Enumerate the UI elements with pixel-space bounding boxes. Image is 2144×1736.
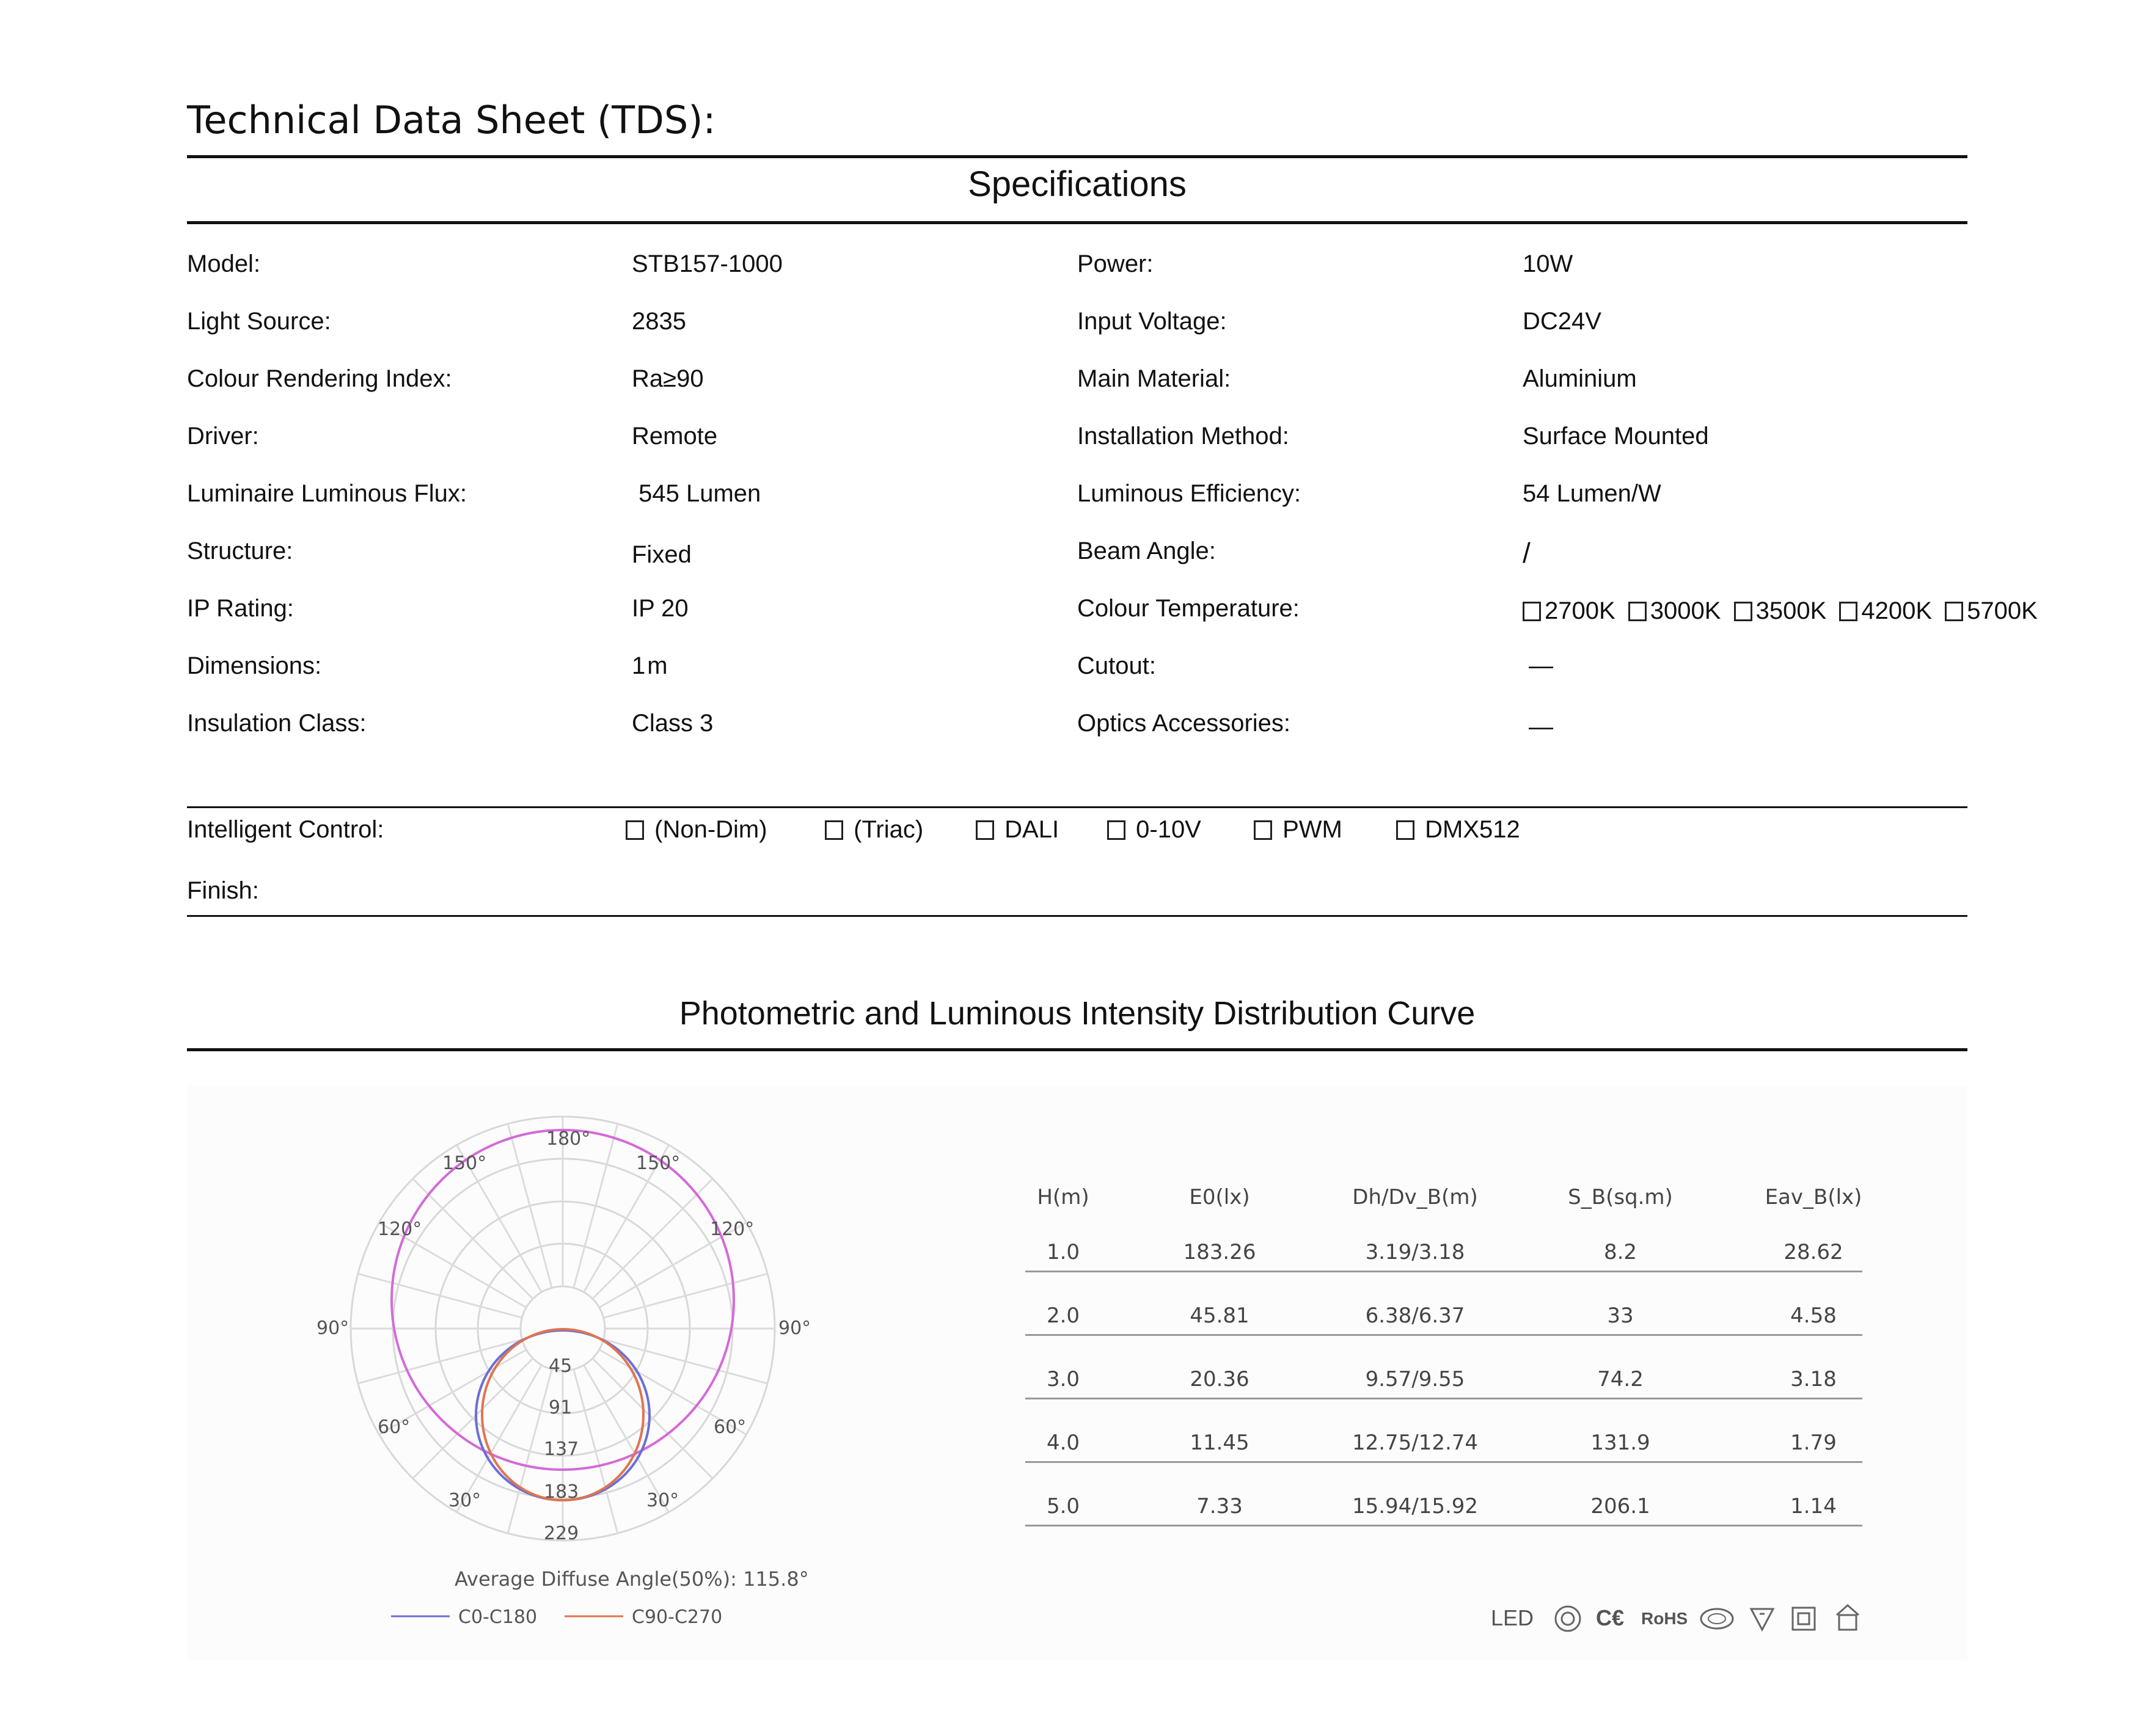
spec-label: Structure: — [187, 538, 293, 564]
diffuse-angle-caption: Average Diffuse Angle(50%): 115.8° — [455, 1567, 809, 1591]
spec-label: Beam Angle: — [1077, 538, 1216, 564]
table-row-rule — [1025, 1334, 1862, 1336]
table-cell: 9.57/9.55 — [1365, 1367, 1465, 1391]
angle-label-90-right: 90° — [778, 1318, 811, 1339]
spec-heading-rule — [187, 221, 1967, 224]
spec-row — [0, 365, 2144, 402]
spec-label: Model: — [187, 250, 261, 277]
table-header-cell: Dh/Dv_B(m) — [1352, 1185, 1478, 1209]
angle-label-30-right: 30° — [646, 1490, 679, 1511]
indoor-use-house-icon — [1832, 1602, 1864, 1633]
table-header-cell: S_B(sq.m) — [1568, 1185, 1673, 1209]
table-cell: 1.79 — [1790, 1431, 1837, 1455]
finish-bottom-rule — [187, 915, 1967, 917]
spec-value: 1m — [632, 652, 670, 679]
table-cell: 1.0 — [1046, 1240, 1080, 1264]
colour-temp-option[interactable]: 3000K — [1628, 597, 1721, 624]
spec-value: — — [1529, 713, 1553, 740]
table-cell: 11.45 — [1190, 1431, 1249, 1455]
checkbox-icon — [1734, 602, 1752, 621]
spec-label: IP Rating: — [187, 595, 294, 622]
control-option-0-10v[interactable]: 0-10V — [1107, 816, 1201, 844]
spec-row — [0, 308, 2144, 345]
polar-spoke — [413, 1179, 533, 1299]
table-cell: 74.2 — [1597, 1367, 1644, 1391]
legend-label-c0: C0-C180 — [458, 1607, 538, 1628]
angle-label-120-left: 120° — [378, 1219, 422, 1240]
table-cell: 131.9 — [1590, 1431, 1650, 1455]
spec-row — [0, 538, 2144, 574]
colour-temp-option[interactable]: 3500K — [1734, 597, 1827, 624]
polar-legend — [391, 1607, 722, 1628]
table-cell: 45.81 — [1190, 1304, 1249, 1328]
table-cell: 28.62 — [1784, 1240, 1843, 1264]
angle-label-60-right: 60° — [714, 1417, 747, 1438]
spec-value: IP 20 — [632, 595, 689, 622]
colour-temperature-options — [1523, 597, 2038, 625]
radial-label: 91 — [549, 1397, 573, 1418]
colour-temp-option[interactable]: 5700K — [1945, 597, 2038, 624]
table-header-cell: Eav_B(lx) — [1765, 1185, 1862, 1209]
table-cell: 20.36 — [1190, 1367, 1249, 1391]
table-cell: 12.75/12.74 — [1352, 1431, 1479, 1455]
polar-spoke — [593, 1359, 713, 1479]
table-cell: 5.0 — [1046, 1494, 1080, 1519]
spec-row — [0, 595, 2144, 632]
table-cell: 3.19/3.18 — [1365, 1240, 1465, 1264]
f-mark-triangle-icon — [1749, 1605, 1776, 1632]
spec-value: 2835 — [632, 308, 686, 335]
spec-row — [0, 652, 2144, 689]
angle-label-150-right: 150° — [636, 1153, 681, 1174]
spec-label: Optics Accessories: — [1077, 710, 1291, 737]
legend-label-c90: C90-C270 — [632, 1607, 723, 1628]
spec-value: STB157-1000 — [632, 250, 783, 277]
spec-label: Colour Temperature: — [1077, 595, 1300, 622]
spec-value: Aluminium — [1523, 365, 1637, 392]
spec-value: 545 Lumen — [632, 480, 761, 507]
spec-value: 54 Lumen/W — [1523, 480, 1661, 507]
spec-label: Driver: — [187, 423, 259, 450]
control-option-triac[interactable]: (Triac) — [825, 816, 923, 844]
checkbox-icon — [1523, 602, 1541, 621]
table-row-rule — [1025, 1461, 1862, 1463]
checkbox-icon — [1254, 820, 1272, 840]
intelligent-control-row — [0, 816, 2144, 853]
table-cell: 6.38/6.37 — [1365, 1304, 1465, 1328]
table-cell: 8.2 — [1603, 1240, 1637, 1264]
colour-temp-option[interactable]: 4200K — [1839, 597, 1932, 624]
spec-label: Main Material: — [1077, 365, 1231, 392]
table-cell: 1.14 — [1790, 1494, 1837, 1519]
polar-spoke — [358, 1274, 522, 1318]
table-row-rule — [1025, 1525, 1862, 1526]
polar-labels — [316, 1128, 811, 1591]
polar-spoke — [604, 1274, 768, 1318]
polar-spoke — [604, 1340, 768, 1384]
radial-label: 183 — [544, 1481, 579, 1503]
photometric-rule — [187, 1048, 1967, 1051]
class-ii-double-square-icon — [1790, 1605, 1817, 1632]
table-header-cell: H(m) — [1037, 1185, 1089, 1209]
spec-row — [0, 250, 2144, 287]
spec-label: Colour Rendering Index: — [187, 365, 452, 392]
polar-spoke — [358, 1340, 522, 1384]
angle-label-30-left: 30° — [448, 1490, 481, 1511]
title-rule — [187, 155, 1967, 158]
spec-label: Insulation Class: — [187, 710, 367, 737]
spec-row — [0, 423, 2144, 459]
spec-label: Light Source: — [187, 308, 331, 335]
spec-value: Surface Mounted — [1523, 423, 1709, 450]
control-option-dmx512[interactable]: DMX512 — [1396, 816, 1520, 844]
spec-value: — — [1529, 652, 1553, 679]
checkbox-icon — [1839, 602, 1857, 621]
spec-value: Ra≥90 — [632, 365, 704, 392]
finish-row — [0, 877, 2144, 914]
photometric-title: Photometric and Luminous Intensity Distribution Curve — [679, 995, 1476, 1032]
angle-label-90-left: 90° — [316, 1318, 349, 1339]
table-cell: 183.26 — [1183, 1240, 1256, 1264]
polar-spoke — [508, 1124, 552, 1288]
spec-label: Input Voltage: — [1077, 308, 1227, 335]
checkbox-icon — [825, 820, 843, 840]
spec-value: DC24V — [1523, 308, 1601, 335]
intelligent-control-label: Intelligent Control: — [187, 816, 384, 843]
spec-value: / — [1523, 537, 1531, 569]
angle-label-120-right: 120° — [710, 1219, 755, 1240]
spec-value: Remote — [632, 423, 718, 450]
table-cell: 7.33 — [1196, 1494, 1243, 1519]
checkbox-icon — [1396, 820, 1414, 840]
table-cell: 3.18 — [1790, 1367, 1837, 1391]
document-title: Technical Data Sheet (TDS): — [187, 98, 716, 142]
table-row-rule — [1025, 1398, 1862, 1399]
table-cell: 4.0 — [1046, 1431, 1080, 1455]
ccc-certification-icon — [1551, 1604, 1585, 1633]
control-option-dali[interactable]: DALI — [976, 816, 1059, 844]
table-row-rule — [1025, 1271, 1862, 1272]
led-mark: LED — [1491, 1605, 1534, 1630]
spec-value: Class 3 — [632, 710, 714, 737]
finish-label: Finish: — [187, 877, 259, 904]
polar-spoke — [593, 1179, 713, 1299]
checkbox-icon — [626, 820, 644, 840]
ce-mark: C€ — [1596, 1605, 1625, 1630]
colour-temp-option[interactable]: 2700K — [1523, 597, 1615, 624]
checkbox-icon — [976, 820, 994, 840]
spec-row — [0, 710, 2144, 746]
control-option-non-dim[interactable]: (Non-Dim) — [626, 816, 767, 844]
cqc-certification-icon — [1699, 1607, 1735, 1631]
radial-label: 229 — [544, 1523, 579, 1544]
spec-label: Luminaire Luminous Flux: — [187, 480, 467, 507]
spec-label: Installation Method: — [1077, 423, 1289, 450]
angle-label-180: 180° — [546, 1128, 591, 1150]
polar-spoke — [574, 1369, 618, 1534]
spec-label: Luminous Efficiency: — [1077, 480, 1301, 507]
checkbox-icon — [1945, 602, 1963, 621]
angle-label-150-left: 150° — [442, 1153, 487, 1174]
polar-spoke — [413, 1359, 533, 1479]
polar-distribution-diagram — [187, 1086, 890, 1660]
angle-label-60-left: 60° — [378, 1417, 411, 1438]
spec-label: Power: — [1077, 250, 1154, 277]
table-cell: 2.0 — [1046, 1304, 1080, 1328]
control-top-rule — [187, 806, 1967, 808]
spec-value: Fixed — [632, 541, 692, 568]
checkbox-icon — [1628, 602, 1647, 621]
table-cell: 15.94/15.92 — [1352, 1494, 1479, 1519]
spec-row — [0, 480, 2144, 517]
table-cell: 206.1 — [1590, 1494, 1650, 1519]
checkbox-icon — [1107, 820, 1125, 840]
radial-label: 137 — [544, 1439, 579, 1460]
table-cell: 3.0 — [1046, 1367, 1080, 1391]
spec-label: Cutout: — [1077, 652, 1156, 679]
specifications-heading: Specifications — [968, 164, 1187, 204]
radial-label: 45 — [549, 1355, 573, 1377]
spec-value: 10W — [1523, 250, 1573, 277]
table-cell: 4.58 — [1790, 1304, 1837, 1328]
table-cell: 33 — [1607, 1304, 1634, 1328]
table-header-cell: E0(lx) — [1189, 1185, 1250, 1209]
spec-label: Dimensions: — [187, 652, 322, 679]
control-option-pwm[interactable]: PWM — [1254, 816, 1342, 844]
rohs-mark: RoHS — [1641, 1609, 1688, 1628]
